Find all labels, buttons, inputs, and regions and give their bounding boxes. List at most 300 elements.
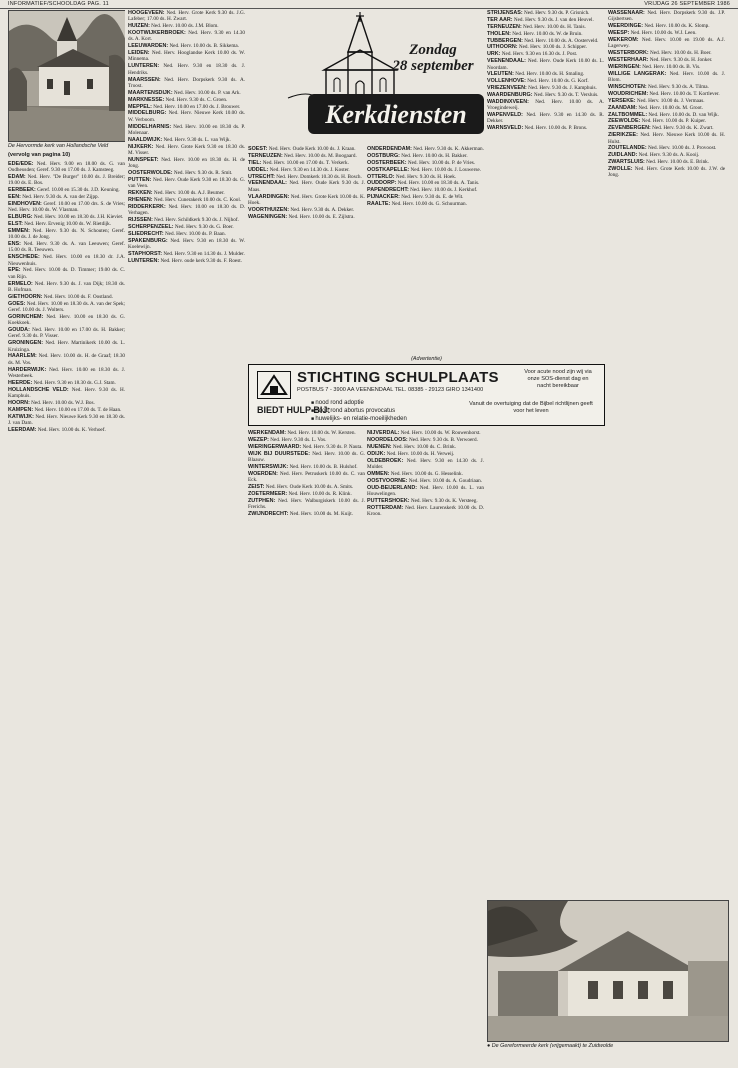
service-entry xyxy=(367,201,484,207)
service-entry xyxy=(367,471,484,477)
service-details: Ned. Herv. 10.00 en 18.30 ds. A. Tanis. xyxy=(397,180,480,187)
service-place: RHENEN: xyxy=(128,197,153,203)
service-place: ZIERIKZEE: xyxy=(608,132,638,139)
service-entry xyxy=(608,30,725,36)
service-details: Ned. Herv. 10.00 ds. W.J. Leen. xyxy=(630,30,697,37)
service-place: ZEEWOLDE: xyxy=(608,118,641,125)
service-details: Ned. Herv. 10.00 ds. P. de Vries. xyxy=(407,159,476,166)
service-place: EPE: xyxy=(8,267,21,274)
service-details: Ned. Herv. 10.00 ds. M. Boogaard. xyxy=(284,152,357,159)
advertisement-help-heading: BIEDT HULP BIJ: xyxy=(257,405,331,415)
service-details: Ned. Herv. Grote Kerk 10.00 ds. J.W. de Jong. xyxy=(608,166,725,179)
service-details: Ned. Herv. 9.30 ds. A. Dekker. xyxy=(290,206,355,213)
service-date-text: 28 september xyxy=(392,58,474,74)
service-entry xyxy=(608,91,725,97)
service-place: TERNEUZEN: xyxy=(248,152,283,159)
service-entry xyxy=(367,485,484,498)
service-details: Geref. 10.00 en 15.30 ds. J.D. Keuning. xyxy=(37,187,120,194)
service-place: ZUTPHEN: xyxy=(248,497,276,504)
service-details: Ned. Herv. 10.00 en 18.30 ds. J. Westerbeek. xyxy=(8,366,125,379)
service-place: PAPENDRECHT: xyxy=(367,187,409,194)
service-details: Ned. Herv. 9.30 ds. T. Versluis. xyxy=(533,92,599,99)
service-entry xyxy=(248,471,365,484)
service-place: STAPHORST: xyxy=(128,250,163,257)
advertisement-title: STICHTING SCHULPLAATS xyxy=(297,369,499,386)
service-place: LUNTEREN: xyxy=(128,63,160,70)
service-place: URK: xyxy=(487,51,501,58)
service-details: Ned. Herv. 9.30 ds. H. Jonker. xyxy=(649,57,713,64)
service-entry xyxy=(128,238,245,251)
service-place: HUIZEN: xyxy=(128,23,150,30)
service-place: TUBBERGEN: xyxy=(487,37,523,44)
service-place: WESTERHAAR: xyxy=(608,57,649,64)
service-entry xyxy=(367,180,484,186)
service-entry xyxy=(128,190,245,196)
service-entry xyxy=(608,166,725,179)
service-details: Ned. Herv. 10.00 en 18.30 ds. J.H. Kieviet. xyxy=(33,214,124,221)
service-details: Ned. Herv. 10.00 ds. A. Vroegindeweij. xyxy=(487,98,604,112)
service-details: Ned. Herv. Grote Kerk 9.30 en 18.30 ds. M. Visser. xyxy=(128,143,245,156)
service-place: KAMPEN: xyxy=(8,406,34,413)
service-place: HOORN: xyxy=(8,399,30,406)
service-entry xyxy=(608,37,725,50)
service-entry xyxy=(8,214,125,220)
service-details: Ned. Herv. 9.30 en 14.30 ds. J. Mulder. xyxy=(163,250,245,257)
service-entry xyxy=(608,105,725,111)
bottom-photo-caption xyxy=(487,1043,727,1049)
service-place: MAARTENSDIJK: xyxy=(128,89,173,96)
service-entry xyxy=(8,407,125,413)
service-place: ONDERDENDAM: xyxy=(367,146,412,152)
service-details: Ned. Herv. Ervenig 10.00 ds. W. Rietdijk. xyxy=(24,220,111,227)
service-place: PUTTERSHOEK: xyxy=(367,497,410,504)
service-entry xyxy=(367,458,484,471)
service-entry xyxy=(367,167,484,173)
service-place: MIDDELHARNIS: xyxy=(128,123,172,130)
service-place: WEZEP: xyxy=(248,436,269,443)
service-details: Ned. Herv. 10.00 en 18.30 dr. J.A. Nieuwenhuis. xyxy=(8,254,125,267)
service-entry xyxy=(487,92,604,98)
kerkdiensten-title-banner xyxy=(308,94,484,134)
service-details: Ned. Herv. Oude Kerk 10.00 ds. L. Noordam. xyxy=(487,58,604,71)
service-entry xyxy=(367,451,484,457)
col3-after-entries xyxy=(248,430,365,517)
service-entry xyxy=(8,161,125,174)
service-details: Ned. Herv. 9.30 en 16.30 ds. J. Post. xyxy=(501,51,578,58)
service-details: Ned. Herv. Nieuwe Kerk 9.30 en 18.30 ds. J. van Dam. xyxy=(8,413,125,426)
service-details: Ned. Herv. 10.00 ds. J. Louwerse. xyxy=(410,166,481,173)
service-entry xyxy=(8,340,125,353)
service-entry xyxy=(367,444,484,450)
service-details: Ned. Herv. 10.00 ds. B. Sikkema. xyxy=(169,43,239,50)
service-place: GOES: xyxy=(8,300,26,307)
service-entry xyxy=(248,167,365,173)
service-place: SLIEDRECHT: xyxy=(128,230,164,237)
service-entry xyxy=(608,23,725,29)
service-place: GOUDA: xyxy=(8,327,30,334)
service-entry xyxy=(608,64,725,70)
service-details: Ned. Herv. Cunerakerk 10.00 ds. C. Kool. xyxy=(153,197,242,203)
page-header xyxy=(0,0,738,9)
service-entry xyxy=(128,137,245,143)
service-entry xyxy=(8,267,125,280)
service-entry xyxy=(8,254,125,267)
service-details: Ned. Herv. 10.00 ds. H. Boer. xyxy=(650,50,712,57)
service-entry xyxy=(487,44,604,50)
service-place: ZEVENBERGEN: xyxy=(608,125,651,132)
service-details: Ned. Herv. 10.00 ds. F. Oostland. xyxy=(43,293,113,300)
service-day: Zondag xyxy=(409,42,457,58)
service-place: OLDEBROEK: xyxy=(367,457,404,464)
schuilplaats-logo-icon xyxy=(257,371,291,399)
service-place: ZWIJNDRECHT: xyxy=(248,510,289,517)
service-details: Ned. Herv. 9.30 ds. K. Akkerman. xyxy=(413,146,484,152)
service-place: THOLEN: xyxy=(487,30,511,37)
service-place: ODIJK: xyxy=(367,450,386,457)
service-entry xyxy=(367,174,484,180)
service-entry xyxy=(8,228,125,241)
service-entry xyxy=(487,10,604,16)
col2-entries xyxy=(128,10,245,264)
service-entry xyxy=(608,112,725,118)
service-place: ELBURG: xyxy=(8,214,33,221)
service-entry xyxy=(128,204,245,217)
col3-entries xyxy=(248,146,365,220)
service-details: Ned. Herv. Domkerk 10.30 ds. H. Bosch. xyxy=(276,173,362,180)
service-details: Ned. Herv. Schildkerk 9.30 ds. J. Nijhof. xyxy=(154,217,239,224)
service-entry xyxy=(128,43,245,49)
service-details: Ned. Herv. 9.30 ds. J. van den Heuvel. xyxy=(513,16,594,23)
service-place: LEEUWARDEN: xyxy=(128,43,169,50)
service-entry xyxy=(367,498,484,504)
service-place: OOSTERBEEK: xyxy=(367,159,407,166)
service-place: WIERINGERWAARD: xyxy=(248,443,302,450)
service-details: Ned. Herv. Nieuwe Kerk 10.00 ds. W. Verboom. xyxy=(128,110,245,123)
service-details: Ned. Herv. Walburgiskerk 10.00 ds. J. Frerichs. xyxy=(248,497,365,511)
service-details: Ned. Herv. "De Burger" 10.00 ds. J. Breider; 19.00 ds. E. Bos. xyxy=(8,173,125,187)
service-entry xyxy=(128,170,245,176)
service-details: Ned. Herv. 10.00 ds. H. Smaling. xyxy=(515,71,585,78)
column-1 xyxy=(8,10,125,1062)
service-details: Ned. Herv. 9.30 en 14.30 ds. A. Kort. xyxy=(128,30,245,43)
service-entry xyxy=(487,58,604,71)
service-entry xyxy=(248,430,365,436)
service-place: UDDEL: xyxy=(248,166,269,173)
service-date xyxy=(388,42,478,74)
service-details: Ned. Herv. 9.30 ds. A. van der Zijpp. xyxy=(22,193,99,200)
service-place: OUDDORP: xyxy=(367,180,397,187)
col4-after-entries xyxy=(367,430,484,517)
service-entry xyxy=(128,97,245,103)
service-details: Ned. Herv. oude kerk 9.30 ds. F. Roest. xyxy=(160,257,242,264)
service-place: NIJKERK: xyxy=(128,143,154,150)
service-details: Ned. Herv. 9.30 ds. R. Smit. xyxy=(173,170,233,177)
service-place: WILLIGE LANGERAK: xyxy=(608,70,667,77)
service-entry xyxy=(248,214,365,220)
service-place: TIEL: xyxy=(248,159,262,166)
service-place: ERMELO: xyxy=(8,280,33,287)
continuation-note: (vervolg van pagina 10) xyxy=(8,152,71,159)
service-entry xyxy=(8,414,125,427)
bottom-photo-block xyxy=(487,900,727,1050)
service-details: Ned. Herv. 9.30 en 14.30 ds. J. Mulder. xyxy=(367,457,484,470)
service-place: WEKEROM: xyxy=(608,36,639,43)
service-details: Ned. Herv. 10.00 ds. W. Rouwenhorst. xyxy=(400,430,481,436)
service-place: MEPPEL: xyxy=(128,103,152,110)
church-photo xyxy=(8,10,125,142)
service-entry xyxy=(248,498,365,511)
service-entry xyxy=(8,427,125,433)
column-6 xyxy=(608,10,725,898)
service-details: Ned. Herv. 10.00 ds. G. Korf. xyxy=(527,78,589,85)
col4-entries xyxy=(367,146,484,207)
service-details: Ned. Herv. 10.00 ds. J. Schipper. xyxy=(518,44,587,51)
service-place: HARDERWIJK: xyxy=(8,366,47,373)
service-entry xyxy=(608,57,725,63)
service-place: OUD-BEIJERLAND: xyxy=(367,484,418,491)
service-details: Ned. Herv. 10.00 ds. B. Hulshof. xyxy=(289,463,358,470)
service-entry xyxy=(8,187,125,193)
column-3-bottom xyxy=(248,430,365,1062)
service-entry xyxy=(367,160,484,166)
service-details: Ned. Herv. Oude Kerk 9.30 ds. J. Maas. xyxy=(248,180,365,193)
service-place: TER AAR: xyxy=(487,16,513,23)
service-details: Ned. Herv. 9.30 ds. H. Kamphuis. xyxy=(8,386,125,399)
service-place: PUTTEN: xyxy=(128,176,152,183)
advertisement-label: (Advertentie) xyxy=(411,356,442,362)
service-details: Ned. Herv. 10.00 ds. D. van Wijk. xyxy=(648,111,719,118)
service-place: VEENENDAAL: xyxy=(248,180,287,187)
service-details: Ned. Herv. 10.00 ds. H. Bakker. xyxy=(401,152,468,159)
service-place: EDE/EDE: xyxy=(8,160,34,167)
service-details: Ned. Herv. Dorpskerk 9.30 ds. J.P. Gijsbertsen. xyxy=(608,10,725,23)
service-entry xyxy=(248,194,365,207)
service-details: Ned. Herv. 9.30 ds. B. Verwoerd. xyxy=(409,436,478,443)
service-entry xyxy=(248,491,365,497)
service-entry xyxy=(367,430,484,436)
service-place: SCHERPENZEEL: xyxy=(128,223,174,230)
service-details: Ned. Herv. Dorpskerk 9.30 ds. A. Troost. xyxy=(128,76,245,89)
service-place: WAPENVELD: xyxy=(487,112,523,119)
service-details: Ned. Herv. 9.30 ds. L. Vos. xyxy=(270,436,327,443)
service-details: Ned. Herv. 10.00 en 17.00 ds. J. Brouwer. xyxy=(153,103,241,110)
service-place: ZEIST: xyxy=(248,483,265,490)
service-details: Ned. Herv. 10.00 ds. J. Provoost. xyxy=(647,145,717,152)
service-place: VLAARDINGEN: xyxy=(248,193,290,200)
help-item: ■ huwelijks- en relatie-moeilijkheden xyxy=(311,415,407,423)
service-details: Ned. Herv. 10.00 ds. G. Schuurman. xyxy=(391,201,467,208)
help-item: ■ nood rond adoptie xyxy=(311,399,407,407)
service-entry xyxy=(128,110,245,123)
service-entry xyxy=(128,30,245,43)
service-place: WIERINGEN: xyxy=(608,63,641,70)
service-details: Ned. Herv. Grote Kerk 10.00 ds. K. Hoek. xyxy=(248,193,365,206)
service-entry xyxy=(487,99,604,112)
service-details: Ned. Herv. 10.00 ds. A. Goudriaan. xyxy=(408,477,483,484)
service-place: ZAANDAM: xyxy=(608,104,638,111)
service-details: Ned. Herv. 10.00 en 18.30 ds. P. Molenaar. xyxy=(128,123,245,136)
service-place: WARNSVELD: xyxy=(487,125,524,132)
service-place: EMMEN: xyxy=(8,227,30,234)
service-details: Geref. 10.00 en 17.00 drs. S. de Vries; Ned. Herv. 10.00 ds. W. Vlasman. xyxy=(8,200,125,214)
service-details: Ned. Herv. 10.00 ds. J. Blom. xyxy=(608,70,725,84)
service-entry xyxy=(128,177,245,190)
service-entry xyxy=(608,145,725,151)
kerkdiensten-title: Kerkdiensten xyxy=(325,100,467,129)
service-place: HOLLANDSCHE VELD: xyxy=(8,386,69,393)
service-entry xyxy=(487,112,604,125)
service-place: WEERDINGE: xyxy=(608,23,644,30)
service-entry xyxy=(367,187,484,193)
service-entry xyxy=(248,160,365,166)
service-place: LEIDEN: xyxy=(128,50,150,57)
service-details: Ned. Herv. 10.00 en 18.30 ds. D. Verhagen. xyxy=(128,203,245,217)
service-place: UITHOORN: xyxy=(487,44,518,51)
col1-entries xyxy=(8,161,125,433)
service-details: Ned. Herv. 9.30 ds. A. van Leeuwen; Geref. 15.00 ds. R. Teeuwen. xyxy=(8,241,125,254)
service-place: ENSCHEDE: xyxy=(8,254,40,261)
advertisement-sos-text: Voor acute nood zijn wij via onze SOS-dienst dag en nacht bereikbaar xyxy=(524,369,592,389)
service-entry xyxy=(248,464,365,470)
service-entry xyxy=(608,125,725,131)
service-place: NUENEN: xyxy=(367,443,392,450)
service-place: NIJVERDAL: xyxy=(367,430,400,436)
service-place: EDAM: xyxy=(8,173,26,180)
service-place: WIJK BIJ DUURSTEDE: xyxy=(248,450,311,457)
service-entry xyxy=(248,484,365,490)
service-entry xyxy=(8,327,125,340)
col6-entries xyxy=(608,10,725,179)
column-2 xyxy=(128,10,245,1062)
service-details: Ned. Herv. 10.00 ds. C. Brink. xyxy=(392,443,457,450)
service-place: MIDDELBURG: xyxy=(128,110,167,117)
service-place: TERNEUZEN: xyxy=(487,23,522,30)
service-details: Ned. Herv. 10.00 ds. G. Blaauw. xyxy=(248,450,365,463)
service-place: LUNTEREN: xyxy=(128,257,160,264)
service-place: WADDINXVEEN: xyxy=(487,98,529,105)
service-entry xyxy=(8,201,125,214)
service-place: OMMEN: xyxy=(367,470,390,477)
service-place: YERSEKE: xyxy=(608,97,636,104)
service-entry xyxy=(487,125,604,131)
service-entry xyxy=(248,153,365,159)
service-entry xyxy=(8,221,125,227)
service-details: Ned. Herv. 10.00 en 18.30 ds. A. van der Spek; Geref. 10.00 ds. J. Wolters. xyxy=(8,300,125,313)
service-place: HOOGEVEEN: xyxy=(128,10,165,16)
service-place: WOERDEN: xyxy=(248,470,278,477)
service-place: ROTTERDAM: xyxy=(367,504,404,511)
service-entry xyxy=(487,38,604,44)
service-details: Ned. Herv. 10.00 ds. R. Klink. xyxy=(288,490,352,497)
service-details: Ned. Herv. 9.30 en 14.30 ds. J. Koster. xyxy=(269,166,350,173)
service-entry xyxy=(8,241,125,254)
service-entry xyxy=(8,301,125,314)
bottom-photo-caption-text: De Gereformeerde kerk (vrijgemaakt) te Zuidwolde xyxy=(491,1043,614,1049)
service-entry xyxy=(608,152,725,158)
service-place: WEESP: xyxy=(608,30,630,37)
service-entry xyxy=(487,78,604,84)
service-place: MARKNESSE: xyxy=(128,96,165,103)
service-place: MAARSSEN: xyxy=(128,76,161,83)
service-entry xyxy=(608,98,725,104)
service-details: Ned. Herv. 10.00 ds. J.M. Blom. xyxy=(151,23,219,30)
service-entry xyxy=(608,132,725,145)
service-entry xyxy=(8,353,125,366)
service-place: OOSTBURG: xyxy=(367,152,400,159)
service-entry xyxy=(128,63,245,76)
service-place: KATWIJK: xyxy=(8,413,34,420)
service-entry xyxy=(8,400,125,406)
help-item: ■ nood rond abortus provocatus xyxy=(311,407,407,415)
service-details: Ned. Herv. 9.00 en 18.00 ds. G. van Oudheusden; Geref. 9.30 en 17.00 ds. J. Kamsteeg. xyxy=(8,160,125,173)
service-place: OOSTERWOLDE: xyxy=(128,170,173,177)
service-entry xyxy=(8,367,125,380)
zuidwolde-church-image xyxy=(488,901,728,1041)
service-entry xyxy=(608,50,725,56)
service-place: ZOUTELANDE: xyxy=(608,145,647,152)
service-entry xyxy=(487,31,604,37)
service-entry xyxy=(608,71,725,84)
service-entry xyxy=(128,231,245,237)
service-entry xyxy=(8,194,125,200)
service-place: UTRECHT: xyxy=(248,173,275,180)
service-details: Ned. Herv. 10.00 ds. A. Oosterveld. xyxy=(524,37,599,44)
service-entry xyxy=(487,71,604,77)
service-place: WOUDRICHEM: xyxy=(608,90,649,97)
service-place: ZOETERMEER: xyxy=(248,490,288,497)
service-entry xyxy=(487,51,604,57)
service-entry xyxy=(128,157,245,170)
service-details: Ned. Herv. Martinikerk 10.00 ds. L. Kruizinga. xyxy=(8,340,125,353)
service-place: REKKEN: xyxy=(128,190,153,197)
service-entry xyxy=(128,217,245,223)
service-details: Ned. Herv. 10.00 ds. M. Kuijt. xyxy=(289,510,353,517)
service-details: Ned. Herv. 10.00 ds. E. Brink. xyxy=(646,159,710,166)
service-details: Ned. Herv. 9.30 en 14.30 ds. R. Dekker. xyxy=(487,112,604,125)
service-place: ZALTBOMMEL: xyxy=(608,111,648,118)
service-details: Ned. Herv. 10.00 ds. P. Brons. xyxy=(524,125,588,132)
service-entry xyxy=(128,10,245,23)
service-entry xyxy=(128,224,245,230)
service-details: Ned. Herv. 9.30 ds. P. Nauta. xyxy=(302,443,363,450)
service-details: Ned. Herv. 10.00 ds. T. Kortlever. xyxy=(649,90,720,97)
service-details: Ned. Herv. 10.00 ds. M. Groot. xyxy=(638,104,703,111)
service-place: KOOTWIJKERBROEK: xyxy=(128,30,186,37)
service-details: Ned. Herv. Oude Kerk 9.30 en 18.30 ds. G. van Veen. xyxy=(128,176,245,190)
service-place: RIJSSEN: xyxy=(128,217,153,224)
service-details: Ned. Herv. 10.00 en 18.30 ds. G. Koekkoek. xyxy=(8,313,125,327)
service-place: EEN: xyxy=(8,193,21,200)
service-details: Ned. Herv. 10.00 ds. J. Vermaas. xyxy=(636,97,705,104)
service-details: Ned. Herv. Petruskerk 10.00 ds. C. van Eck. xyxy=(248,470,365,484)
service-place: OOSTKAPELLE: xyxy=(367,166,410,173)
service-entry xyxy=(608,118,725,124)
service-place: ZWARTSLUIS: xyxy=(608,159,645,166)
service-entry xyxy=(248,207,365,213)
service-entry xyxy=(8,314,125,327)
service-entry xyxy=(367,146,484,152)
caption-bullet-icon: ● xyxy=(487,1043,492,1049)
service-entry xyxy=(608,84,725,90)
service-entry xyxy=(8,380,125,386)
service-details: Ned. Herv. Grote Kerk 9.30 ds. J.G. Lafeber; 17.00 ds. H. Zwart. xyxy=(128,10,245,23)
page-header-right: VRIJDAG 26 SEPTEMBER 1986 xyxy=(644,1,730,7)
service-details: Ned. Herv. 9.30 ds. J. van Dijk; 18.30 ds. B. Hofman. xyxy=(8,280,125,293)
service-details: Ned. Herv. 9.30 ds. A. Tilma. xyxy=(647,84,709,91)
service-place: WINSCHOTEN: xyxy=(608,84,647,91)
service-entry xyxy=(367,153,484,159)
service-details: Ned. Herv. 10.00 en 17.00 ds. T. de Haan. xyxy=(34,406,122,413)
